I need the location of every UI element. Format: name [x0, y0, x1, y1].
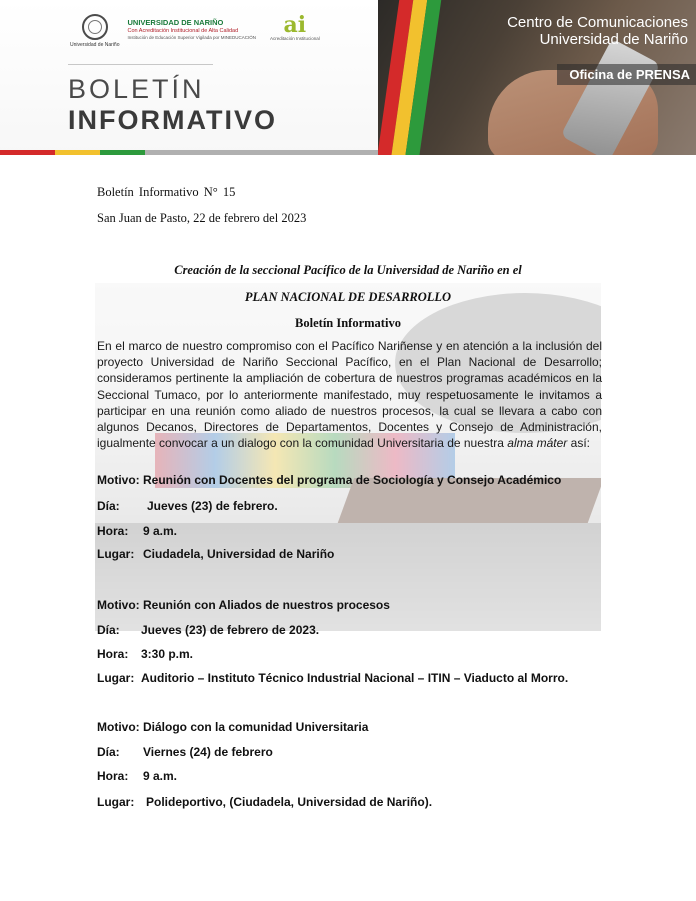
lugar-value: Polideportivo, (Ciudadela, Universidad de Nariño). — [146, 795, 433, 809]
motivo-label: Motivo: — [97, 473, 140, 487]
title-divider — [68, 64, 213, 65]
hora-label: Hora: — [97, 769, 129, 783]
hora-label: Hora: — [97, 647, 129, 661]
header-left-panel — [0, 0, 400, 155]
university-name: UNIVERSIDAD DE NARIÑO — [127, 18, 224, 27]
ai-caption: Acreditación Institucional — [269, 36, 320, 41]
motivo-label: Motivo: — [97, 598, 140, 612]
bulletin-title-line1: BOLETÍN — [68, 74, 205, 104]
main-paragraph — [97, 338, 602, 451]
lugar-label: Lugar: — [97, 671, 135, 685]
lugar-value: Auditorio – Instituto Técnico Industrial Nacional – ITIN – Viaducto al Morro. — [141, 671, 569, 685]
event3-hora — [97, 769, 177, 783]
dia-value: Jueves (23) de febrero. — [147, 499, 278, 513]
dia-label: Día: — [97, 745, 120, 759]
dia-label: Día: — [97, 623, 120, 637]
hora-value: 9 a.m. — [143, 524, 178, 538]
bulletin-header — [0, 0, 696, 155]
document-title-line1: Creación de la seccional Pacífico de la Universidad de Nariño en el — [174, 263, 522, 277]
event1-hora — [97, 524, 177, 538]
paragraph-end: así: — [570, 436, 590, 451]
event2-lugar — [97, 671, 568, 685]
bulletin-body — [0, 155, 696, 901]
dia-value: Jueves (23) de febrero de 2023. — [141, 623, 320, 637]
date-line: San Juan de Pasto, 22 de febrero del 2023 — [97, 211, 307, 225]
header-photo-panel — [378, 0, 696, 155]
accreditation-logo — [270, 14, 320, 41]
bulletin-number: Boletín Informativo N° 15 — [97, 185, 236, 199]
ministry-line: Institución de Educación Superior Vigilada por MINEDUCACIÓN — [127, 35, 256, 40]
centro-comunicaciones — [507, 14, 688, 48]
paragraph-text: En el marco de nuestro compromiso con el Pacífico Nariñense y en atención a la inclusión del proyecto Universidad de Nariño Seccional Pacífico, en el Plan Nacional de Desarrollo; consideramos pertinente la ampliación de cobertura de nuestros programas académicos en la Seccional Tumaco, por lo anteriormente manifestado, muy respetuosamente le invitamos a participar en una reunión como aliado de nuestros procesos, la cual se llevara a cabo con algunos Decanos, Directores de Departamentos, Docentes y Consejo de Administración, igualmente convocar a un dialogo con la comunidad Universitaria de nuestra — [97, 339, 602, 451]
event3-lugar — [97, 795, 432, 809]
centro-line2: Universidad de Nariño — [539, 31, 688, 48]
seal-caption: Universidad de Nariño — [70, 42, 120, 48]
lugar-label: Lugar: — [97, 547, 135, 561]
lugar-value: Ciudadela, Universidad de Nariño — [143, 547, 335, 561]
hora-label: Hora: — [97, 524, 129, 538]
ai-mark: ai — [283, 12, 307, 38]
institution-logos — [70, 14, 320, 54]
event2-hora — [97, 647, 193, 661]
motivo-value: Diálogo con la comunidad Universitaria — [143, 720, 369, 734]
lugar-label: Lugar: — [97, 795, 135, 809]
bulletin-title-line2: INFORMATIVO — [68, 105, 277, 135]
oficina-prensa-label: Oficina de PRENSA — [557, 64, 696, 85]
event3-dia — [97, 745, 273, 759]
accreditation-line: Con Acreditación Institucional de Alta Calidad — [127, 28, 239, 34]
event1-dia — [97, 499, 278, 513]
event2-dia — [97, 623, 319, 637]
centro-line1: Centro de Comunicaciones — [507, 14, 688, 31]
hora-value: 3:30 p.m. — [141, 647, 194, 661]
paragraph-italic: alma máter — [507, 436, 568, 451]
background-photo — [95, 283, 601, 631]
university-seal-logo — [70, 14, 119, 48]
document-title-line2: PLAN NACIONAL DE DESARROLLO — [244, 290, 452, 304]
motivo-value: Reunión con Aliados de nuestros procesos — [143, 598, 390, 612]
dia-value: Viernes (24) de febrero — [143, 745, 273, 759]
event3-motivo — [97, 720, 368, 734]
motivo-label: Motivo: — [97, 720, 140, 734]
hora-value: 9 a.m. — [143, 769, 178, 783]
document-subtitle: Boletín Informativo — [295, 316, 401, 330]
event1-motivo — [97, 473, 561, 487]
event1-lugar — [97, 547, 334, 561]
university-name-logo — [127, 18, 255, 40]
seal-icon — [82, 14, 108, 40]
motivo-value: Reunión con Docentes del programa de Sociología y Consejo Académico — [143, 473, 562, 487]
event2-motivo — [97, 598, 390, 612]
dia-label: Día: — [97, 499, 120, 513]
